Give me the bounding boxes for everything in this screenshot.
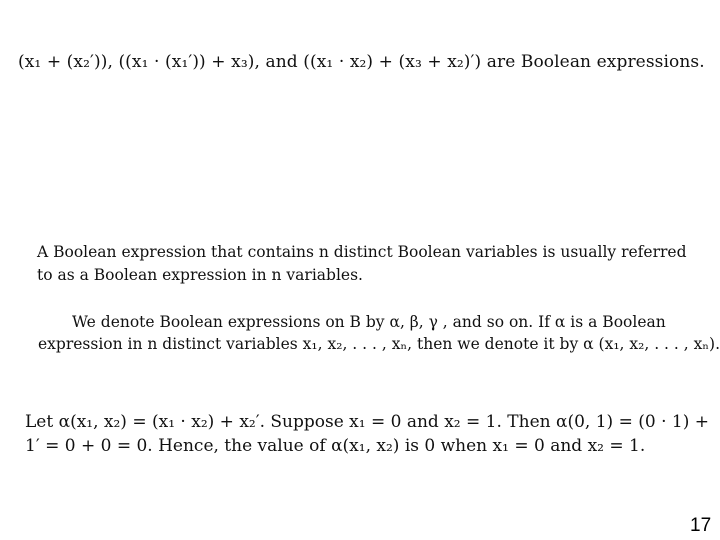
example-line-2: 1′ = 0 + 0 = 0. Hence, the value of α(x₁, x₂) is 0 when x₁ = 0 and x₂ = 1. (25, 436, 646, 456)
notation-line-2: expression in n distinct variables x₁, x₂, . . . , xₙ, then we denote it by α (x₁, x₂, . . . , xₙ). (38, 335, 720, 353)
page-number: 17 (690, 515, 712, 536)
notation-line-1: We denote Boolean expressions on B by α, β, γ , and so on. If α is a Boolean (72, 313, 666, 331)
definition-line-1: A Boolean expression that contains n distinct Boolean variables is usually referred (37, 243, 687, 261)
example-line-1: Let α(x₁, x₂) = (x₁ · x₂) + x₂′. Suppose x₁ = 0 and x₂ = 1. Then α(0, 1) = (0 · 1) + (25, 412, 709, 432)
boolean-expressions-examples: (x₁ + (x₂′)), ((x₁ · (x₁′)) + x₃), and ((x₁ · x₂) + (x₃ + x₂)′) are Boolean expressions. (18, 52, 705, 72)
definition-line-2: to as a Boolean expression in n variables. (37, 266, 363, 284)
